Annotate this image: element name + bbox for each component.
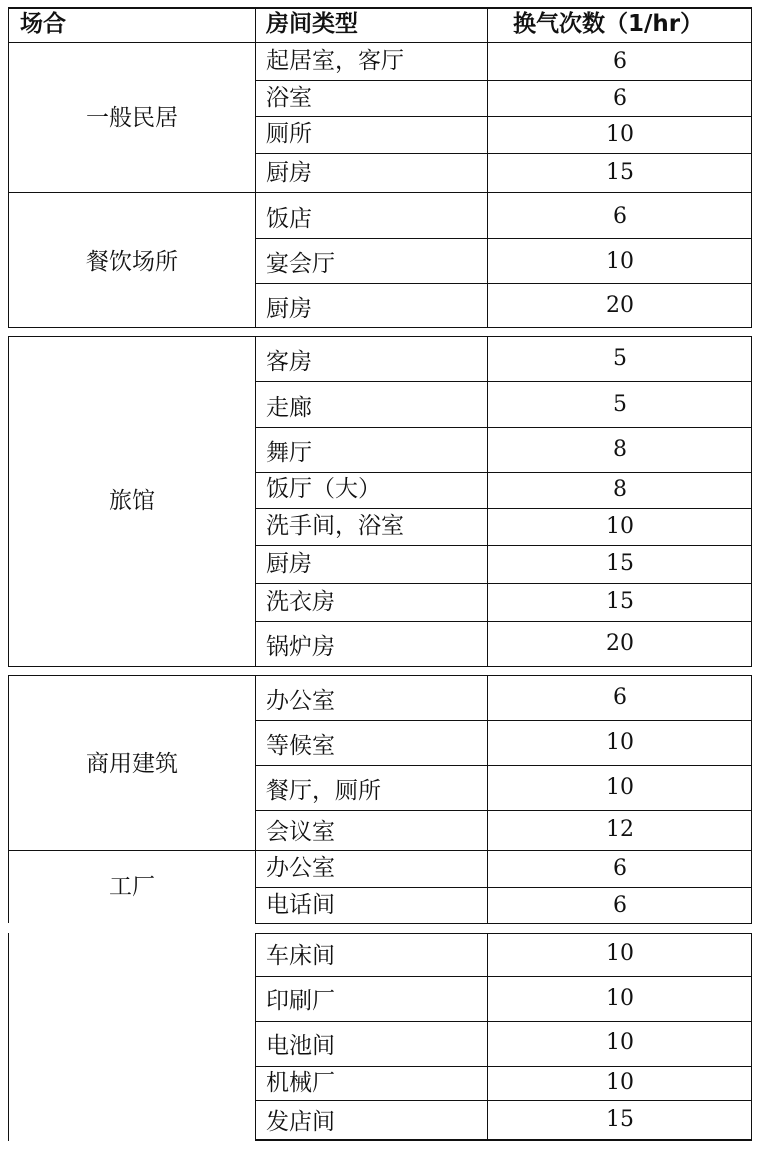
room-cell: 厨房	[266, 296, 312, 322]
row-rule	[255, 80, 752, 81]
row-rule	[255, 887, 752, 888]
ach-cell: 6	[613, 856, 627, 881]
ach-cell: 12	[606, 817, 634, 842]
row-rule	[255, 116, 752, 117]
row-rule	[255, 283, 752, 284]
group-top-rule	[8, 336, 752, 337]
ach-cell: 10	[606, 122, 634, 147]
room-cell: 锅炉房	[266, 634, 335, 660]
header-air-changes: 换气次数（1/hr）	[513, 11, 704, 37]
ach-cell: 15	[606, 1107, 634, 1132]
room-cell: 厨房	[266, 160, 312, 186]
page-break-rule	[255, 933, 752, 934]
ach-cell: 5	[613, 392, 627, 417]
room-cell: 印刷厂	[266, 988, 335, 1014]
ach-cell: 6	[613, 49, 627, 74]
row-rule	[255, 472, 752, 473]
row-rule	[255, 1021, 752, 1022]
header-room-type: 房间类型	[266, 11, 358, 37]
row-rule	[255, 1066, 752, 1067]
ach-cell: 10	[606, 986, 634, 1011]
ach-cell: 20	[606, 631, 634, 656]
right-border	[751, 336, 752, 666]
ach-cell: 10	[606, 514, 634, 539]
header-bottom-rule	[8, 42, 752, 43]
room-column-divider	[487, 336, 488, 666]
right-border	[751, 933, 752, 1141]
room-cell: 等候室	[266, 733, 335, 759]
ach-cell: 8	[613, 477, 627, 502]
ach-cell: 5	[613, 346, 627, 371]
room-cell: 起居室，客厅	[266, 48, 404, 74]
group-top-rule	[8, 675, 752, 676]
room-cell: 电话间	[266, 892, 335, 918]
left-border	[8, 7, 9, 327]
room-cell: 浴室	[266, 85, 312, 111]
venue-column-divider	[255, 933, 256, 1141]
row-rule	[255, 765, 752, 766]
room-cell: 餐厅，厕所	[266, 778, 381, 804]
venue-label: 旅馆	[109, 488, 155, 514]
venue-label: 商用建筑	[86, 751, 178, 777]
row-rule	[255, 583, 752, 584]
room-cell: 办公室	[266, 855, 335, 881]
room-cell: 宴会厅	[266, 251, 335, 277]
table-top-border	[8, 7, 752, 9]
room-cell: 客房	[266, 349, 312, 375]
page-break-rule	[255, 923, 752, 924]
row-rule	[255, 720, 752, 721]
ach-cell: 6	[613, 86, 627, 111]
room-cell: 车床间	[266, 943, 335, 969]
left-border	[8, 675, 9, 923]
room-column-divider	[487, 675, 488, 923]
room-cell: 厨房	[266, 551, 312, 577]
room-cell: 发店间	[266, 1109, 335, 1135]
room-cell: 厕所	[266, 121, 312, 147]
group-rule	[8, 850, 752, 851]
group-bottom-rule	[8, 327, 752, 328]
right-border	[751, 675, 752, 923]
table-bottom-border	[255, 1139, 752, 1141]
ach-cell: 8	[613, 437, 627, 462]
row-rule	[255, 427, 752, 428]
header-venue: 场合	[20, 11, 66, 37]
room-cell: 会议室	[266, 819, 335, 845]
row-rule	[255, 153, 752, 154]
ach-cell: 15	[606, 589, 634, 614]
room-cell: 舞厅	[266, 440, 312, 466]
row-rule	[255, 508, 752, 509]
ach-cell: 10	[606, 941, 634, 966]
room-column-divider	[487, 7, 488, 327]
room-cell: 饭店	[266, 206, 312, 232]
left-border	[8, 336, 9, 666]
right-border	[751, 7, 752, 327]
room-cell: 机械厂	[266, 1070, 335, 1096]
room-cell: 电池间	[266, 1033, 335, 1059]
row-rule	[255, 238, 752, 239]
room-cell: 洗手间，浴室	[266, 513, 404, 539]
ach-cell: 20	[606, 293, 634, 318]
ach-cell: 6	[613, 685, 627, 710]
room-cell: 洗衣房	[266, 589, 335, 615]
ach-cell: 10	[606, 730, 634, 755]
row-rule	[255, 810, 752, 811]
room-column-divider	[487, 933, 488, 1141]
venue-label: 工厂	[109, 874, 155, 900]
room-cell: 办公室	[266, 688, 335, 714]
venue-column-divider	[255, 336, 256, 666]
row-rule	[255, 621, 752, 622]
ach-cell: 15	[606, 160, 634, 185]
left-border	[8, 933, 9, 1141]
ach-cell: 10	[606, 1030, 634, 1055]
ach-cell: 6	[613, 893, 627, 918]
room-cell: 走廊	[266, 395, 312, 421]
venue-column-divider	[255, 7, 256, 327]
ach-cell: 15	[606, 551, 634, 576]
ach-cell: 10	[606, 775, 634, 800]
row-rule	[255, 381, 752, 382]
venue-label: 一般民居	[86, 105, 178, 131]
ach-cell: 6	[613, 204, 627, 229]
group-bottom-rule	[8, 666, 752, 667]
row-rule	[255, 1100, 752, 1101]
venue-column-divider	[255, 675, 256, 923]
row-rule	[255, 545, 752, 546]
room-cell: 饭厅（大）	[266, 476, 381, 502]
group-rule	[8, 192, 752, 193]
row-rule	[255, 976, 752, 977]
ach-cell: 10	[606, 249, 634, 274]
venue-label: 餐饮场所	[86, 249, 178, 275]
ach-cell: 10	[606, 1070, 634, 1095]
